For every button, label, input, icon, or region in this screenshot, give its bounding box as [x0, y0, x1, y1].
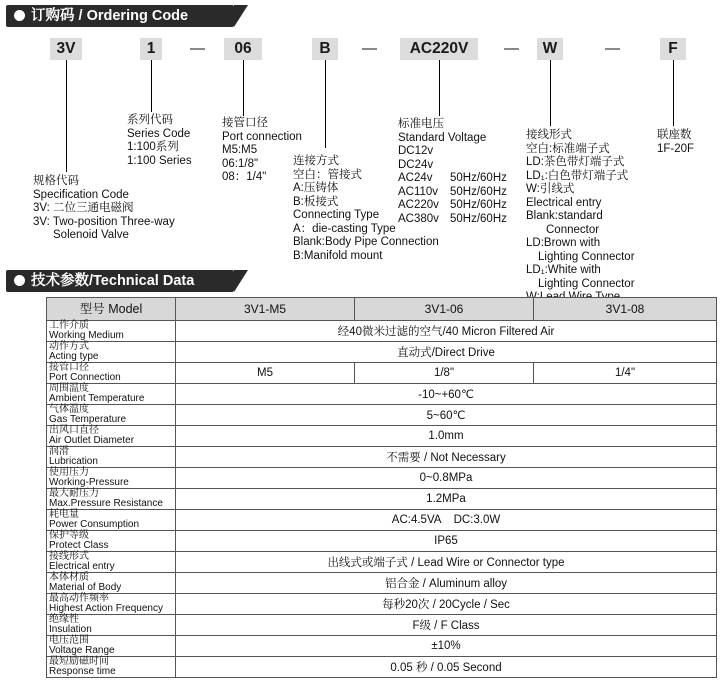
spec-code-desc: 规格代码 Specification Code 3V: 二位三通电磁阀 3V: Two-position Three-way Solenoid Valve: [33, 175, 175, 241]
ordering-code-title: 订购码 / Ordering Code: [31, 8, 189, 24]
code-dash: —: [190, 40, 205, 57]
row-value: ±10%: [176, 636, 717, 657]
table-row: [47, 594, 717, 615]
code-dash: —: [605, 40, 620, 57]
code-dash: —: [504, 40, 519, 57]
model-header-label: 型号 Model: [47, 298, 176, 321]
row-label: 使用压力 Working-Pressure: [47, 468, 176, 489]
ordering-code-banner: [6, 5, 234, 27]
electrical-entry-desc: 接线形式 空白:标准端子式 LD:茶色带灯端子式 LD₁:白色带灯端子式 W:引线式 Electrical entry Blank:standard Connector LD:Brown with Lighting Connector LD₁:White with Lighting Connector: [526, 129, 635, 290]
row-label: 润滑 Lubrication: [47, 447, 176, 468]
bullet-icon: [14, 275, 25, 286]
table-row: [47, 384, 717, 405]
row-label: 耗电量 Power Consumption: [47, 510, 176, 531]
model-header: 3V1-M5: [176, 298, 355, 321]
code-box-voltage: AC220V: [400, 38, 478, 60]
series-code-desc: 系列代码 Series Code 1:100系列 1:100 Series: [127, 114, 192, 167]
row-value: 铝合金 / Aluminum alloy: [176, 573, 717, 594]
row-value: 1.0mm: [176, 426, 717, 447]
code-dash: —: [362, 40, 377, 57]
row-value: 0~0.8MPa: [176, 468, 717, 489]
table-row: [47, 426, 717, 447]
table-row: [47, 321, 717, 342]
technical-data-title: 技术参数/Technical Data: [31, 273, 195, 289]
row-label: 绝缘性 Insulation: [47, 615, 176, 636]
table-row: [47, 489, 717, 510]
port-connection-desc: 接管口径 Port connection M5:M5 06:1/8" 08：1/4": [222, 117, 302, 183]
table-row: [47, 405, 717, 426]
row-label: 动作方式 Acting type: [47, 342, 176, 363]
code-box-electrical: W: [537, 38, 563, 60]
code-box-spec: 3V: [50, 38, 82, 60]
bullet-icon: [14, 10, 25, 21]
table-row: [47, 342, 717, 363]
table-row: [47, 468, 717, 489]
base-count-desc: 联座数 1F-20F: [657, 129, 695, 155]
row-value: -10~+60℃: [176, 384, 717, 405]
row-value: 直动式/Direct Drive: [176, 342, 717, 363]
table-row: [47, 657, 717, 678]
row-value: 0.05 秒 / 0.05 Second: [176, 657, 717, 678]
row-value: 每秒20次 / 20Cycle / Sec: [176, 594, 717, 615]
connection-method-desc: 连接方式 空白：管接式 A:压铸体 B:板接式 Connecting Type A：die-casting Type Blank:Body Pipe Connection B:Manifold mount: [293, 155, 439, 262]
row-label: 本体材质 Material of Body: [47, 573, 176, 594]
row-label: 接管口径 Port Connection: [47, 363, 176, 384]
row-label: 工作介质 Working Medium: [47, 321, 176, 342]
row-label: 周围温度 Ambient Temperature: [47, 384, 176, 405]
table-row: [47, 510, 717, 531]
table-row: [47, 615, 717, 636]
row-value: 1/8": [355, 363, 534, 384]
row-value: 1/4": [534, 363, 717, 384]
code-box-connection: B: [312, 38, 338, 60]
row-label: 出风口直径 Air Outlet Diameter: [47, 426, 176, 447]
connector-line: [550, 60, 551, 126]
connector-line: [673, 60, 674, 126]
technical-data-table: [46, 297, 717, 678]
code-box-series: 1: [140, 38, 162, 60]
model-header: 3V1-06: [355, 298, 534, 321]
row-label: 最大耐压力 Max.Pressure Resistance: [47, 489, 176, 510]
code-box-base: F: [660, 38, 686, 60]
connector-line: [439, 60, 440, 116]
row-value: 5~60℃: [176, 405, 717, 426]
table-row: [47, 636, 717, 657]
technical-data-banner: [6, 270, 234, 292]
row-value: 出线式或端子式 / Lead Wire or Connector type: [176, 552, 717, 573]
table-row: [47, 573, 717, 594]
row-label: 最高动作频率 Highest Action Frequency: [47, 594, 176, 615]
row-value: F级 / F Class: [176, 615, 717, 636]
row-value: 经40微米过滤的空气/40 Micron Filtered Air: [176, 321, 717, 342]
table-row: [47, 531, 717, 552]
table-row: [47, 447, 717, 468]
connector-line: [66, 60, 67, 172]
model-header: 3V1-08: [534, 298, 717, 321]
table-row: [47, 363, 717, 384]
code-box-port: 06: [224, 38, 262, 60]
row-label: 接线形式 Electrical entry: [47, 552, 176, 573]
row-label: 保护等级 Protect Class: [47, 531, 176, 552]
row-value: AC:4.5VA DC:3.0W: [176, 510, 717, 531]
table-row: [47, 552, 717, 573]
row-label: 最短励磁时间 Response time: [47, 657, 176, 678]
table-header-row: [47, 298, 717, 321]
connector-line: [325, 60, 326, 148]
row-label: 气体温度 Gas Temperature: [47, 405, 176, 426]
row-value: M5: [176, 363, 355, 384]
row-value: 不需要 / Not Necessary: [176, 447, 717, 468]
connector-line: [243, 60, 244, 116]
row-value: IP65: [176, 531, 717, 552]
row-value: 1.2MPa: [176, 489, 717, 510]
connector-line: [151, 60, 152, 112]
row-label: 电压范围 Voltage Range: [47, 636, 176, 657]
voltage-desc: 标准电压 Standard Voltage DC12v DC24v AC24v 50Hz/60Hz AC110v 50Hz/60Hz AC220v 50Hz/60Hz AC380v 50Hz/60Hz: [398, 118, 507, 225]
